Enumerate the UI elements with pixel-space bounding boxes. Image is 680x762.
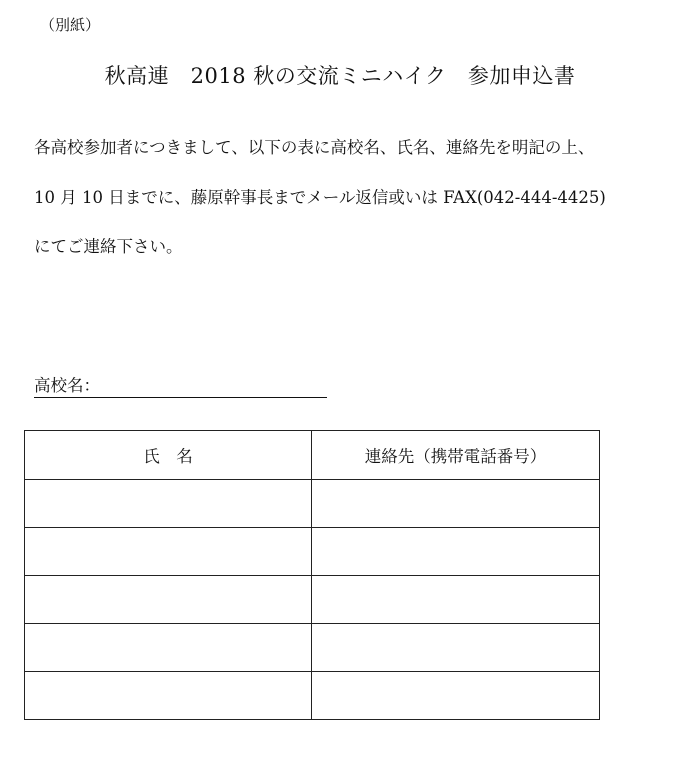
table-row	[25, 672, 600, 720]
page-title: 秋高連 2018 秋の交流ミニハイク 参加申込書	[104, 64, 576, 88]
header-contact: 連絡先（携帯電話番号）	[312, 431, 600, 480]
name-cell[interactable]	[25, 480, 312, 528]
contact-cell[interactable]	[312, 576, 600, 624]
header-name: 氏 名	[25, 431, 312, 480]
table-header-row	[25, 431, 600, 480]
school-name-label: 高校名：	[34, 376, 100, 395]
table-row	[25, 576, 600, 624]
name-cell[interactable]	[25, 576, 312, 624]
instruction-line-2: 10 月 10 日までに、藤原幹事長までメール返信或いは FAX(042-444-4425)	[34, 188, 606, 207]
table-row	[25, 480, 600, 528]
name-cell[interactable]	[25, 672, 312, 720]
school-name-field[interactable]	[34, 372, 327, 398]
contact-cell[interactable]	[312, 624, 600, 672]
instruction-line-1: 各高校参加者につきまして、以下の表に高校名、氏名、連絡先を明記の上、	[34, 138, 595, 157]
contact-cell[interactable]	[312, 672, 600, 720]
contact-cell[interactable]	[312, 528, 600, 576]
participant-table	[24, 430, 600, 720]
table-row	[25, 528, 600, 576]
name-cell[interactable]	[25, 624, 312, 672]
instruction-line-3: にてご連絡下さい。	[34, 237, 183, 256]
contact-cell[interactable]	[312, 480, 600, 528]
table-row	[25, 624, 600, 672]
name-cell[interactable]	[25, 528, 312, 576]
attachment-note: （別紙）	[40, 16, 101, 34]
